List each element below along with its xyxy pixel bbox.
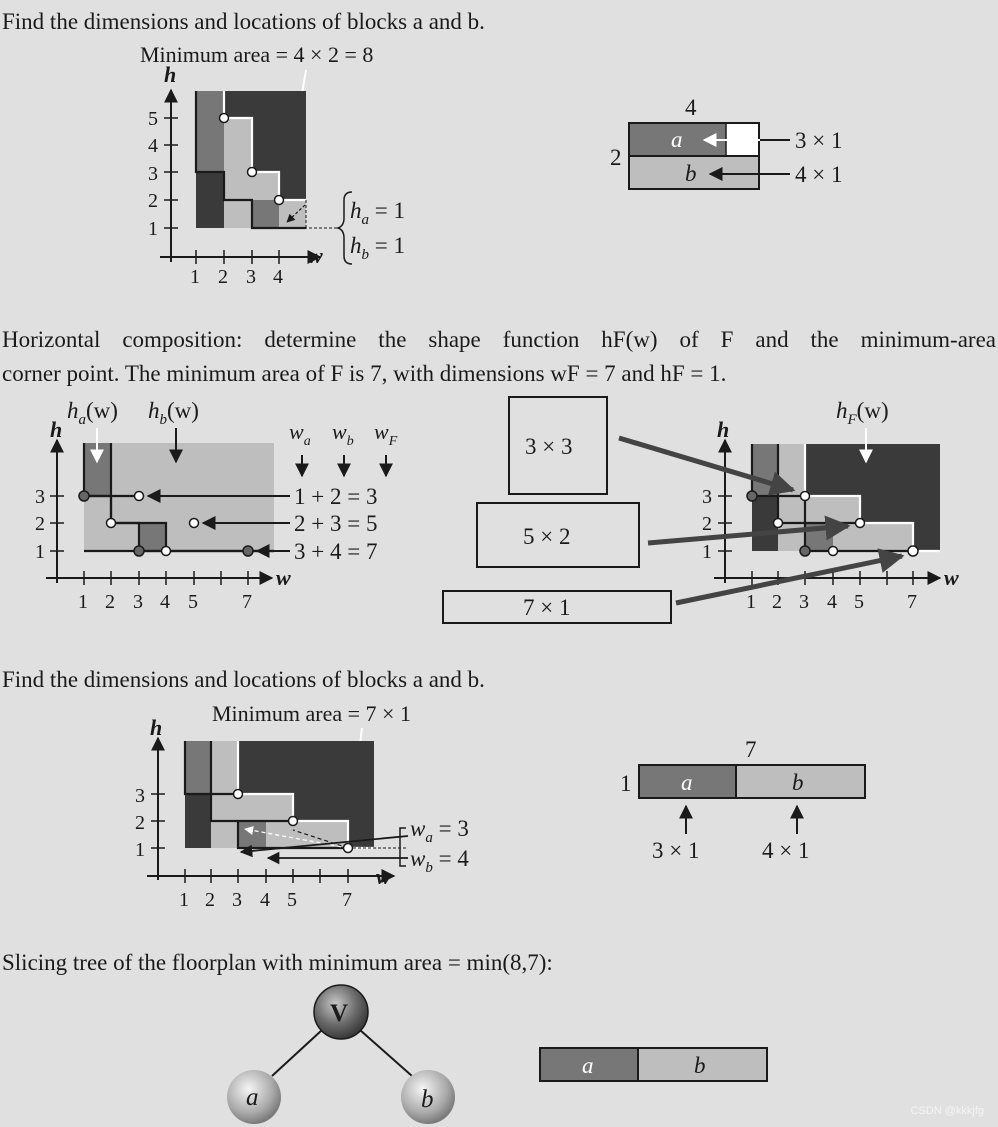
slicing-tree <box>227 985 455 1124</box>
y-tick-label: 3 <box>148 163 158 185</box>
section2-shape-boxes <box>443 397 671 623</box>
tree-edge <box>360 1030 412 1076</box>
bracket <box>400 828 406 866</box>
corner-point <box>856 519 865 528</box>
x-tick-label: 1 <box>179 889 189 911</box>
tree-node-root-label: V <box>330 1000 349 1027</box>
x-axis-label: w <box>376 864 391 889</box>
region-mid <box>196 91 224 172</box>
x-tick-label: 3 <box>246 266 256 288</box>
wb-header: $w_b$ <box>332 419 354 449</box>
watermark: CSDN @kkkjfg <box>910 1105 984 1117</box>
hb-equation: $h_b = 1$ <box>350 233 405 263</box>
y-axis-label: h <box>717 417 730 442</box>
corner-point <box>135 492 144 501</box>
min-area-label-1: Minimum area = 4 × 2 = 8 <box>140 42 374 67</box>
block-b-label: b <box>694 1053 706 1078</box>
section3-floorplan <box>620 737 865 863</box>
corner-point <box>190 519 199 528</box>
x-tick-label: 7 <box>907 591 917 613</box>
corner-point <box>234 790 243 799</box>
floorplan-height: 2 <box>610 145 622 170</box>
block-b-label: b <box>792 770 804 795</box>
y-tick-label: 2 <box>135 812 145 834</box>
tree-node-left-label: a <box>246 1084 259 1111</box>
tree-node-right-label: b <box>421 1086 434 1113</box>
y-axis-label: h <box>164 62 177 87</box>
hb-w-label: $h_b(w)$ <box>148 398 199 428</box>
floorplan-width: 7 <box>745 737 757 762</box>
x-tick-label: 1 <box>746 591 756 613</box>
corner-point <box>220 114 229 123</box>
y-axis-label: h <box>50 417 63 442</box>
y-tick-label: 4 <box>148 135 158 157</box>
x-tick-label: 5 <box>287 889 297 911</box>
corner-point <box>747 491 757 501</box>
sum-3: 3 + 4 = 7 <box>294 539 378 564</box>
section2-hF-plot <box>702 398 959 613</box>
section1-heading: Find the dimensions and locations of blocks a and b. <box>2 9 485 34</box>
region-mid-small <box>252 200 279 228</box>
x-tick-label: 1 <box>190 266 200 288</box>
x-tick-label: 4 <box>827 591 837 613</box>
x-tick-label: 3 <box>133 591 143 613</box>
section4-floorplan <box>540 1048 767 1081</box>
region-mid <box>185 741 211 794</box>
sum-2: 2 + 3 = 5 <box>294 511 378 536</box>
y-tick-label: 3 <box>35 486 45 508</box>
block-a-label: a <box>671 127 683 152</box>
corner-point <box>107 519 116 528</box>
section3-heading: Find the dimensions and locations of blocks a and b. <box>2 667 485 692</box>
y-tick-label: 3 <box>702 486 712 508</box>
block-b-label: b <box>685 161 697 186</box>
region-mid-small <box>238 821 266 848</box>
section4-heading: Slicing tree of the floorplan with minimum area = min(8,7): <box>2 950 553 975</box>
corner-point <box>829 547 838 556</box>
dim-b: 4 × 1 <box>762 838 810 863</box>
corner-point <box>134 546 144 556</box>
region-mid <box>752 444 778 496</box>
floorplan-height: 1 <box>620 771 632 796</box>
ha-w-label: $h_a(w)$ <box>67 398 118 428</box>
y-tick-label: 1 <box>135 839 145 861</box>
x-axis-label: w <box>276 565 291 590</box>
min-area-label-2: Minimum area = 7 × 1 <box>212 701 411 726</box>
region-mid-small <box>139 523 166 551</box>
tree-edge <box>272 1030 322 1076</box>
block-a-label: a <box>681 770 693 795</box>
wF-header: $w_F$ <box>374 419 398 449</box>
x-tick-label: 4 <box>260 889 270 911</box>
section1-floorplan <box>610 95 842 189</box>
section3-shape-plot <box>135 701 469 911</box>
x-tick-label: 7 <box>242 591 252 613</box>
corner-point <box>800 546 810 556</box>
x-tick-label: 4 <box>273 266 283 288</box>
corner-point <box>344 844 353 853</box>
shape-box-label: 3 × 3 <box>525 434 573 459</box>
corner-point <box>774 519 783 528</box>
section2-intro-line1: Horizontal composition: determine the shape function hF(w) of F and the minimum-area <box>2 327 996 352</box>
y-tick-label: 2 <box>35 513 45 535</box>
section1-shape-plot <box>140 42 405 288</box>
y-tick-label: 2 <box>148 190 158 212</box>
hF-w-label: $h_F(w)$ <box>836 398 889 428</box>
x-axis-label: w <box>944 565 959 590</box>
map-arrow <box>676 556 902 603</box>
x-tick-label: 4 <box>160 591 170 613</box>
y-tick-label: 5 <box>148 108 158 130</box>
ha-equation: $h_a = 1$ <box>350 198 405 228</box>
y-tick-label: 1 <box>702 541 712 563</box>
x-tick-label: 2 <box>218 266 228 288</box>
y-tick-label: 1 <box>35 541 45 563</box>
x-tick-label: 5 <box>854 591 864 613</box>
corner-point <box>243 546 253 556</box>
x-tick-label: 1 <box>78 591 88 613</box>
corner-point <box>162 547 171 556</box>
wb-equation: $w_b = 4$ <box>410 846 469 876</box>
x-tick-label: 5 <box>188 591 198 613</box>
y-axis-label: h <box>150 715 163 740</box>
corner-point <box>801 492 810 501</box>
shape-box-label: 7 × 1 <box>523 595 571 620</box>
y-tick-label: 3 <box>135 785 145 807</box>
corner-point <box>79 491 89 501</box>
wa-header: $w_a$ <box>289 419 311 449</box>
wa-equation: $w_a = 3$ <box>410 816 469 846</box>
x-tick-label: 3 <box>232 889 242 911</box>
x-tick-label: 2 <box>205 889 215 911</box>
section2-intro-line2: corner point. The minimum area of F is 7, with dimensions wF = 7 and hF = 1. <box>2 361 727 386</box>
dim-a: 3 × 1 <box>795 128 843 153</box>
floorplan-width: 4 <box>685 95 697 120</box>
block-a-label: a <box>582 1053 594 1078</box>
section2-composition-plot <box>35 398 398 613</box>
corner-point <box>908 546 918 556</box>
y-tick-label: 1 <box>148 218 158 240</box>
dim-a: 3 × 1 <box>652 838 700 863</box>
corner-point <box>275 196 284 205</box>
x-tick-label: 7 <box>342 889 352 911</box>
x-tick-label: 2 <box>105 591 115 613</box>
region-light-lower <box>224 172 252 200</box>
shape-box-label: 5 × 2 <box>523 524 571 549</box>
y-tick-label: 2 <box>702 513 712 535</box>
sum-1: 1 + 2 = 3 <box>294 484 378 509</box>
corner-point <box>248 168 257 177</box>
x-tick-label: 2 <box>772 591 782 613</box>
corner-point <box>289 817 298 826</box>
x-axis-label: w <box>308 243 323 268</box>
dim-b: 4 × 1 <box>795 162 843 187</box>
x-tick-label: 3 <box>799 591 809 613</box>
